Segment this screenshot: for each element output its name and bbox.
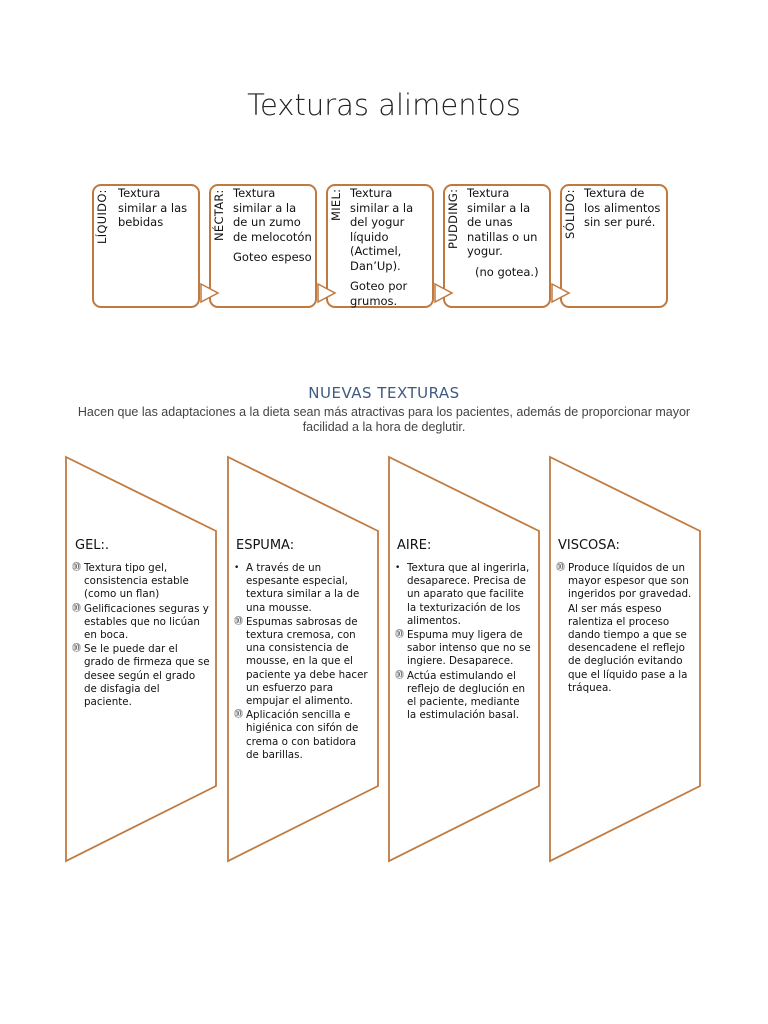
section-subtitle: Hacen que las adaptaciones a la dieta sean más atractivas para los pacientes, además de proporcionar mayor facilidad a la hora de deglutir. [77,405,691,434]
texture-label: PUDDING: [446,189,460,250]
texture-note: (no gotea.) [475,264,539,279]
texture-description: Textura similar a la del yogur líquido (Actimel, Dan’Up). [350,186,414,273]
list-item: ⓾ Actúa estimulando el reflejo de deglución en el paciente, mediante la estimulación basal. [395,669,526,722]
texture-note: Goteo espeso [233,250,312,264]
texture-label: MIEL: [329,189,343,222]
list-item: Al ser más espeso ralentiza el proceso dando tiempo a que se desencadene el reflejo de deglución evitando que el líquido pase a la tráquea. [568,602,688,694]
texture-description: Textura de los alimentos sin ser puré. [584,186,661,229]
list-item: ⓾ Se le puede dar el grado de firmeza que se desee según el grado de disfagia del paciente. [72,643,210,709]
page-title: Texturas alimentos [247,88,521,122]
texture-label: LÍQUIDO: [95,189,109,244]
texture-label: NÉCTAR: [212,189,226,241]
card-body-aire [395,562,531,723]
list-item: • A través de un espesante especial, textura similar a la de una mousse. [234,562,360,614]
texture-description: Textura similar a la de unas natillas o un yogur. [467,186,538,258]
list-item: ⓾ Gelificaciones seguras y estables que no licúan en boca. [72,602,209,642]
arrow-connector [318,284,335,302]
list-item: • Textura que al ingerirla, desaparece. Precisa de un aparato que facilite la texturización de los alimentos. [395,562,530,627]
arrow-connector [552,284,569,302]
card-heading-aire: AIRE: [397,538,432,553]
card-body-viscosa [556,562,694,696]
list-item: ⓾ Espumas sabrosas de textura cremosa, con una consistencia de mousse, en la que el paciente ya debe hacer un esfuerzo para empujar el alimento. [234,615,368,708]
card-body-gel [72,562,210,710]
section-title: NUEVAS TEXTURAS [308,384,460,402]
arrow-connector [201,284,218,302]
texture-description: Textura similar a la de un zumo de melocotón [233,186,312,244]
card-heading-espuma: ESPUMA: [236,538,295,553]
texture-description: Textura similar a las bebidas [118,186,188,229]
list-item: ⓾ Produce líquidos de un mayor espesor que son ingeridos por gravedad. [556,562,692,601]
card-heading-viscosa: VISCOSA: [558,538,620,553]
card-body-espuma [234,562,370,763]
list-item: ⓾ Aplicación sencilla e higiénica con sifón de crema o con batidora de barillas. [234,709,359,761]
list-item: ⓾ Textura tipo gel, consistencia estable (como un flan) [72,562,189,601]
list-item: ⓾ Espuma muy ligera de sabor intenso que no se ingiere. Desaparece. [395,629,531,668]
texture-label: SÓLIDO: [563,189,577,239]
texture-note: Goteo por grumos. [350,279,408,308]
arrow-connector [435,284,452,302]
card-heading-gel: GEL:. [75,538,110,553]
